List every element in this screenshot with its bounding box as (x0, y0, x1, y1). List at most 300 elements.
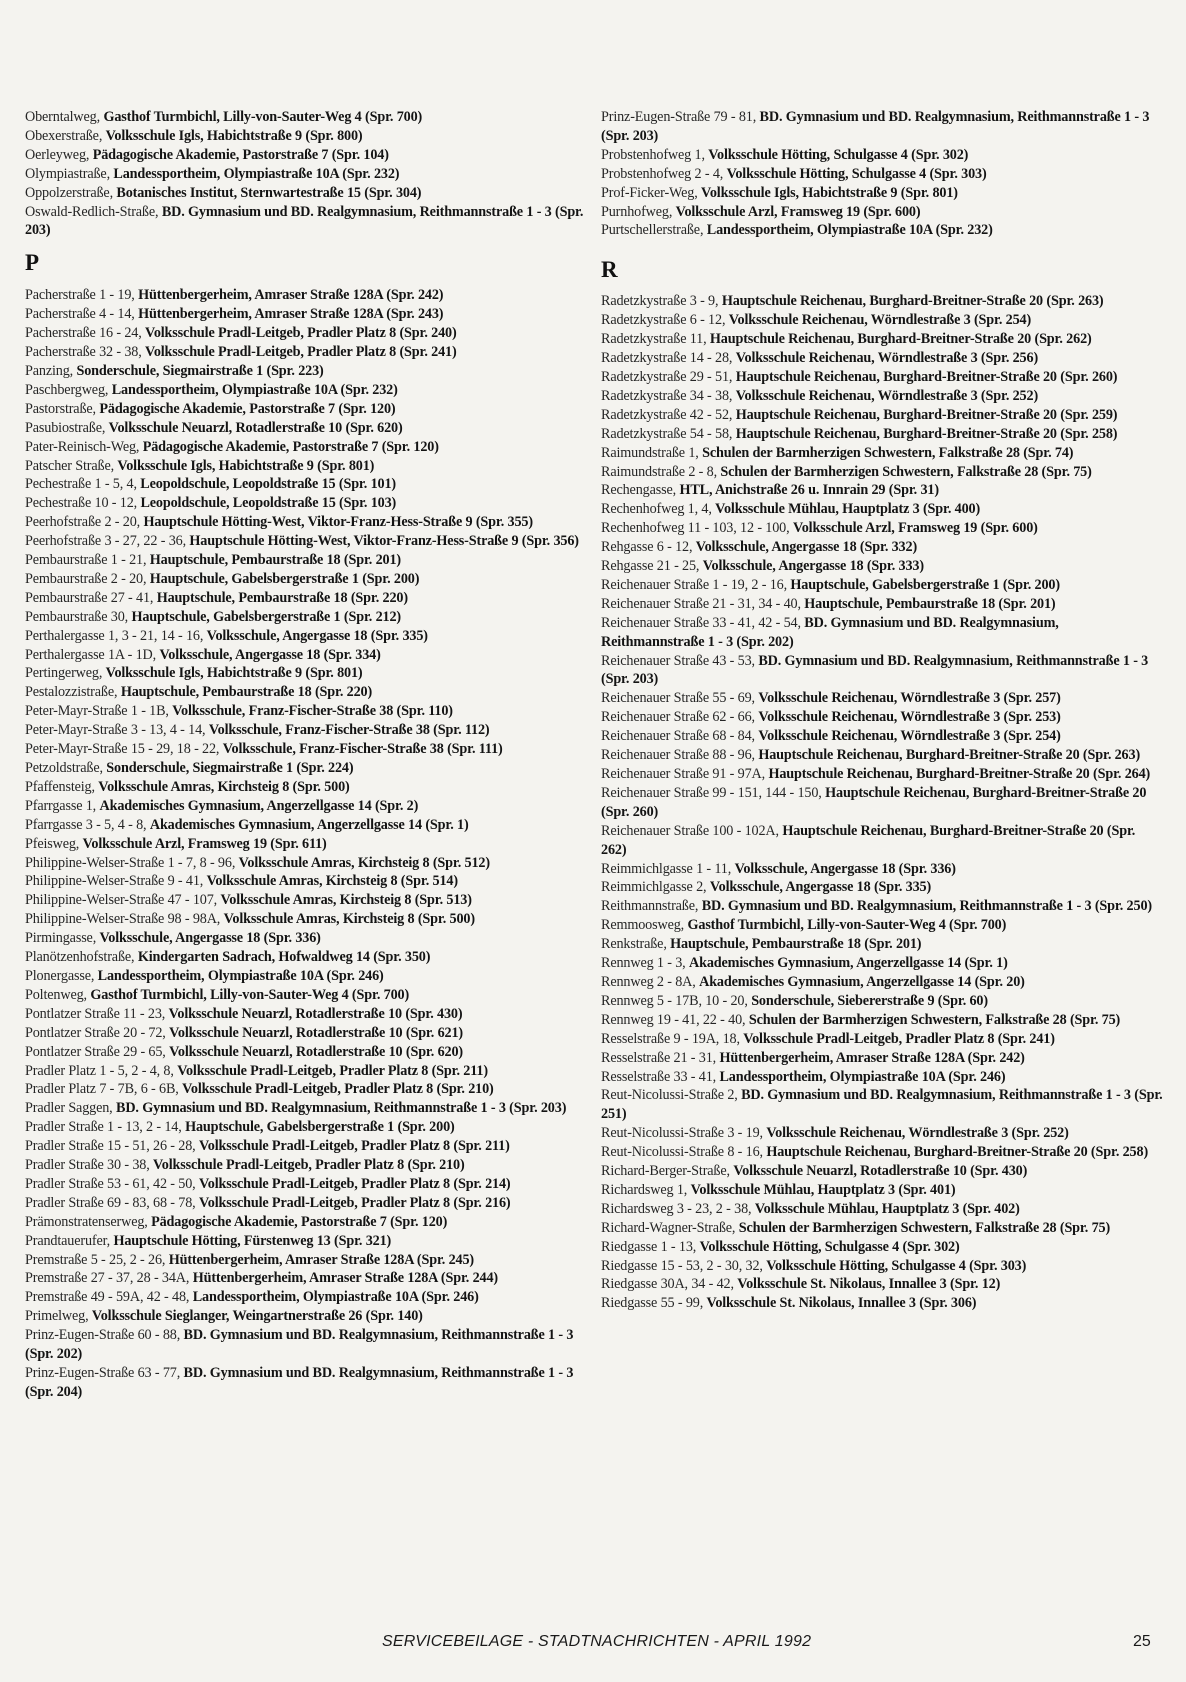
street-name: Poltenweg, (25, 986, 87, 1003)
school-assignment: Volksschule, Franz-Fischer-Straße 38 (Spr. 110) (172, 703, 453, 720)
school-assignment: Volksschule Sieglanger, Weingartnerstraße 26 (Spr. 140) (91, 1308, 423, 1325)
index-entry (25, 184, 587, 203)
index-entry (25, 854, 587, 873)
index-entry (25, 305, 587, 324)
street-name: Pechestraße 10 - 12, (25, 495, 138, 512)
street-name: Pirmingasse, (25, 930, 97, 947)
school-assignment: Volksschule, Angergasse 18 (Spr. 336) (734, 860, 956, 877)
index-entry (25, 419, 587, 438)
school-assignment: Volksschule Neuarzl, Rotadlerstraße 10 (Spr. 430) (168, 1005, 463, 1022)
index-entry (25, 494, 587, 513)
index-entry (25, 816, 587, 835)
street-name: Reut-Nicolussi-Straße 3 - 19, (601, 1125, 763, 1142)
school-assignment: Sonderschule, Siegmairstraße 1 (Spr. 223) (76, 362, 324, 379)
street-name: Reimmichlgasse 2, (601, 879, 707, 896)
street-name: Purtschellerstraße, (601, 222, 704, 239)
street-name: Probstenhofweg 1, (601, 146, 705, 163)
school-assignment: Volksschule Neuarzl, Rotadlerstraße 10 (Spr. 621) (169, 1024, 463, 1041)
school-assignment: Volksschule Pradl-Leitgeb, Pradler Platz 8 (Spr. 241) (145, 344, 457, 361)
street-name: Pradler Straße 1 - 13, 2 - 14, (25, 1119, 182, 1136)
street-name: Philippine-Welser-Straße 9 - 41, (25, 873, 204, 890)
school-assignment: Landessportheim, Olympiastraße 10A (Spr. 232) (706, 222, 993, 239)
school-assignment: Hauptschule, Pembaurstraße 18 (Spr. 220) (120, 684, 373, 701)
index-entry (25, 778, 587, 797)
school-assignment: Volksschule Igls, Habichtstraße 9 (Spr. 801) (105, 665, 363, 682)
index-entry (25, 1269, 587, 1288)
street-name: Perthalergasse 1, 3 - 21, 14 - 16, (25, 627, 204, 644)
index-entry (601, 221, 1163, 240)
index-entry (601, 165, 1163, 184)
index-entry (25, 797, 587, 816)
street-name: Purnhofweg, (601, 203, 673, 220)
street-name: Riedgasse 55 - 99, (601, 1295, 704, 1312)
index-entry (601, 1011, 1163, 1030)
left-column (25, 108, 587, 1402)
index-entry (25, 627, 587, 646)
street-name: Reichenauer Straße 68 - 84, (601, 728, 755, 745)
street-name: Reichenauer Straße 33 - 41, 42 - 54, (601, 614, 801, 631)
index-entry (601, 1143, 1163, 1162)
index-entry (25, 400, 587, 419)
school-assignment: Volksschule Pradl-Leitgeb, Pradler Platz 8 (Spr. 210) (153, 1157, 465, 1174)
index-entry (25, 740, 587, 759)
index-entry (601, 973, 1163, 992)
index-entry (601, 992, 1163, 1011)
index-entry (601, 519, 1163, 538)
school-assignment: Volksschule Amras, Kirchsteig 8 (Spr. 512) (238, 854, 490, 871)
school-assignment: BD. Gymnasium und BD. Realgymnasium, Reithmannstraße 1 - 3 (Spr. 203) (601, 652, 1149, 688)
school-assignment: Botanisches Institut, Sternwartestraße 15 (Spr. 304) (116, 184, 422, 201)
index-entry (601, 538, 1163, 557)
index-entry (25, 608, 587, 627)
school-assignment: BD. Gymnasium und BD. Realgymnasium, Reithmannstraße 1 - 3 (Spr. 203) (25, 203, 584, 239)
school-assignment: Volksschule Igls, Habichtstraße 9 (Spr. 800) (105, 127, 363, 144)
street-name: Resselstraße 9 - 19A, 18, (601, 1030, 740, 1047)
index-entry (601, 708, 1163, 727)
street-name: Patscher Straße, (25, 457, 115, 474)
school-assignment: Hauptschule Hötting-West, Viktor-Franz-Hess-Straße 9 (Spr. 356) (189, 533, 579, 550)
street-name: Radetzkystraße 34 - 38, (601, 387, 733, 404)
street-name: Peerhofstraße 2 - 20, (25, 514, 141, 531)
index-entry (601, 463, 1163, 482)
school-assignment: Volksschule Pradl-Leitgeb, Pradler Platz 8 (Spr. 211) (198, 1138, 510, 1155)
street-name: Prämonstratenserweg, (25, 1213, 148, 1230)
street-name: Riedgasse 30A, 34 - 42, (601, 1276, 734, 1293)
street-name: Pacherstraße 4 - 14, (25, 306, 135, 323)
index-entry (25, 1005, 587, 1024)
school-assignment: Hauptschule Reichenau, Burghard-Breitner-Straße 20 (Spr. 260) (735, 368, 1118, 385)
street-name: Planötzenhofstraße, (25, 949, 135, 966)
street-name: Premstraße 5 - 25, 2 - 26, (25, 1251, 166, 1268)
school-assignment: Hauptschule Reichenau, Burghard-Breitner-Straße 20 (Spr. 263) (758, 747, 1141, 764)
index-entry (25, 324, 587, 343)
street-name: Pacherstraße 16 - 24, (25, 325, 142, 342)
index-entry (25, 1288, 587, 1307)
street-name: Pfeisweg, (25, 835, 80, 852)
school-assignment: Volksschule Pradl-Leitgeb, Pradler Platz 8 (Spr. 211) (177, 1062, 488, 1079)
street-name: Pfarrgasse 3 - 5, 4 - 8, (25, 816, 147, 833)
school-assignment: Schulen der Barmherzigen Schwestern, Falkstraße 28 (Spr. 75) (720, 463, 1092, 480)
street-name: Prinz-Eugen-Straße 60 - 88, (25, 1327, 181, 1344)
school-assignment: Volksschule Neuarzl, Rotadlerstraße 10 (Spr. 620) (108, 419, 403, 436)
index-entry (25, 891, 587, 910)
index-entry (25, 1213, 587, 1232)
index-entry (25, 1080, 587, 1099)
school-assignment: Volksschule, Angergasse 18 (Spr. 335) (709, 879, 932, 896)
index-entry (601, 784, 1163, 822)
school-assignment: Volksschule Hötting, Schulgasse 4 (Spr. 303) (726, 165, 987, 182)
street-name: Pembaurstraße 27 - 41, (25, 589, 154, 606)
school-assignment: Volksschule Hötting, Schulgasse 4 (Spr. 302) (699, 1238, 960, 1255)
index-entry (25, 986, 587, 1005)
school-assignment: Volksschule Reichenau, Wörndlestraße 3 (Spr. 252) (735, 387, 1039, 404)
school-assignment: Volksschule Pradl-Leitgeb, Pradler Platz 8 (Spr. 214) (198, 1175, 511, 1192)
index-entry (601, 557, 1163, 576)
school-assignment: Leopoldschule, Leopoldstraße 15 (Spr. 103) (140, 495, 397, 512)
index-entry (25, 1062, 587, 1081)
school-assignment: Kindergarten Sadrach, Hofwaldweg 14 (Spr. 350) (137, 949, 431, 966)
index-entry (25, 108, 587, 127)
index-entry (25, 910, 587, 929)
street-name: Radetzkystraße 14 - 28, (601, 350, 733, 367)
street-name: Reichenauer Straße 99 - 151, 144 - 150, (601, 784, 822, 801)
street-name: Pechestraße 1 - 5, 4, (25, 476, 137, 493)
street-name: Pradler Straße 69 - 83, 68 - 78, (25, 1194, 196, 1211)
school-assignment: Volksschule Amras, Kirchsteig 8 (Spr. 500) (98, 778, 350, 795)
index-entry (25, 683, 587, 702)
school-assignment: Volksschule Pradl-Leitgeb, Pradler Platz 8 (Spr. 240) (145, 325, 457, 342)
index-entry (25, 286, 587, 305)
school-assignment: Gasthof Turmbichl, Lilly-von-Sauter-Weg 4 (Spr. 700) (687, 917, 1007, 934)
street-name: Plonergasse, (25, 967, 95, 984)
school-assignment: Hauptschule, Pembaurstraße 18 (Spr. 201) (804, 595, 1056, 612)
index-entry (25, 1232, 587, 1251)
street-name: Oberntalweg, (25, 109, 101, 125)
school-assignment: Schulen der Barmherzigen Schwestern, Falkstraße 28 (Spr. 75) (738, 1219, 1111, 1236)
index-entry (25, 475, 587, 494)
index-entry (25, 362, 587, 381)
school-assignment: Hauptschule Reichenau, Burghard-Breitner-Straße 20 (Spr. 260) (601, 784, 1147, 820)
street-name: Prinz-Eugen-Straße 63 - 77, (25, 1365, 181, 1381)
street-name: Obexerstraße, (25, 127, 103, 144)
school-assignment: Volksschule, Angergasse 18 (Spr. 335) (206, 627, 428, 644)
street-name: Reichenauer Straße 62 - 66, (601, 709, 755, 726)
school-assignment: Landessportheim, Olympiastraße 10A (Spr. 246) (192, 1289, 479, 1306)
index-entry (601, 146, 1163, 165)
index-entry (601, 311, 1163, 330)
index-entry (601, 765, 1163, 784)
index-entry (601, 425, 1163, 444)
page-number: 25 (1133, 1633, 1151, 1650)
street-name: Panzing, (25, 362, 74, 379)
index-entry (25, 1024, 587, 1043)
index-entry (601, 727, 1163, 746)
school-assignment: Hauptschule Reichenau, Burghard-Breitner-Straße 20 (Spr. 263) (721, 293, 1104, 310)
street-name: Reimmichlgasse 1 - 11, (601, 860, 732, 877)
school-assignment: Volksschule Reichenau, Wörndlestraße 3 (Spr. 253) (758, 709, 1061, 726)
index-entry (25, 343, 587, 362)
school-assignment: BD. Gymnasium und BD. Realgymnasium, Reithmannstraße 1 - 3 (Spr. 203) (601, 109, 1150, 144)
street-name: Paschbergweg, (25, 381, 109, 398)
school-assignment: Hauptschule, Pembaurstraße 18 (Spr. 201) (670, 936, 922, 953)
school-assignment: Hüttenbergerheim, Amraser Straße 128A (Spr. 243) (138, 306, 444, 323)
index-entry (601, 1275, 1163, 1294)
street-name: Peerhofstraße 3 - 27, 22 - 36, (25, 533, 186, 550)
school-assignment: Hauptschule Reichenau, Burghard-Breitner-Straße 20 (Spr. 264) (768, 766, 1151, 782)
school-assignment: Volksschule, Angergasse 18 (Spr. 332) (695, 539, 918, 556)
street-name: Resselstraße 21 - 31, (601, 1049, 717, 1066)
school-assignment: Hüttenbergerheim, Amraser Straße 128A (Spr. 245) (168, 1251, 475, 1268)
index-entry (601, 1124, 1163, 1143)
school-assignment: Volksschule Arzl, Framsweg 19 (Spr. 611) (82, 835, 327, 852)
index-entry (601, 481, 1163, 500)
street-name: Pembaurstraße 30, (25, 608, 129, 625)
street-name: Premstraße 27 - 37, 28 - 34A, (25, 1270, 190, 1287)
index-entry (601, 330, 1163, 349)
index-entry (25, 1118, 587, 1137)
section-letter: R (601, 257, 618, 283)
index-entry (601, 387, 1163, 406)
street-name: Pembaurstraße 2 - 20, (25, 570, 147, 587)
index-entry (25, 929, 587, 948)
street-name: Pacherstraße 32 - 38, (25, 344, 142, 361)
street-name: Probstenhofweg 2 - 4, (601, 165, 724, 182)
street-name: Pfarrgasse 1, (25, 797, 97, 814)
index-entry (25, 1137, 587, 1156)
school-assignment: Volksschule Amras, Kirchsteig 8 (Spr. 514) (206, 873, 458, 890)
school-assignment: Hüttenbergerheim, Amraser Straße 128A (Spr. 244) (192, 1270, 498, 1287)
street-name: Prandtauerufer, (25, 1232, 111, 1249)
school-assignment: BD. Gymnasium und BD. Realgymnasium, Reithmannstraße 1 - 3 (Spr. 250) (701, 898, 1152, 915)
index-entry (601, 349, 1163, 368)
school-assignment: Pädagogische Akademie, Pastorstraße 7 (Spr. 120) (151, 1213, 448, 1230)
index-entry (601, 860, 1163, 879)
index-entry (25, 702, 587, 721)
school-assignment: Landessportheim, Olympiastraße 10A (Spr. 232) (113, 165, 400, 182)
index-entry (25, 872, 587, 891)
street-name: Oerleyweg, (25, 146, 90, 163)
street-name: Raimundstraße 1, (601, 444, 699, 461)
street-name: Reithmannstraße, (601, 898, 699, 915)
school-assignment: Volksschule, Franz-Fischer-Straße 38 (Spr. 112) (208, 722, 490, 739)
street-name: Primelweg, (25, 1308, 89, 1325)
street-name: Radetzkystraße 3 - 9, (601, 293, 719, 310)
school-assignment: Landessportheim, Olympiastraße 10A (Spr. 246) (719, 1068, 1006, 1085)
school-assignment: Volksschule Amras, Kirchsteig 8 (Spr. 500) (223, 911, 475, 928)
index-entry (601, 292, 1163, 311)
street-name: Riedgasse 15 - 53, 2 - 30, 32, (601, 1257, 763, 1274)
street-name: Richardsweg 3 - 23, 2 - 38, (601, 1200, 752, 1217)
school-assignment: BD. Gymnasium und BD. Realgymnasium, Reithmannstraße 1 - 3 (Spr. 251) (601, 1087, 1163, 1123)
street-name: Pradler Straße 53 - 61, 42 - 50, (25, 1175, 196, 1192)
school-assignment: Hüttenbergerheim, Amraser Straße 128A (Spr. 242) (138, 287, 444, 304)
street-name: Pembaurstraße 1 - 21, (25, 552, 147, 569)
street-name: Richard-Wagner-Straße, (601, 1219, 736, 1236)
school-assignment: Volksschule Pradl-Leitgeb, Pradler Platz 8 (Spr. 241) (743, 1030, 1055, 1047)
street-name: Philippine-Welser-Straße 1 - 7, 8 - 96, (25, 854, 236, 871)
index-entry (601, 595, 1163, 614)
street-name: Reichenauer Straße 1 - 19, 2 - 16, (601, 576, 787, 593)
index-entry (601, 652, 1163, 690)
school-assignment: Volksschule, Angergasse 18 (Spr. 334) (159, 646, 381, 663)
street-name: Pontlatzer Straße 11 - 23, (25, 1005, 166, 1022)
school-assignment: Volksschule St. Nikolaus, Innallee 3 (Spr. 306) (706, 1295, 977, 1312)
school-assignment: Akademisches Gymnasium, Angerzellgasse 14 (Spr. 2) (99, 797, 419, 814)
index-entry (601, 822, 1163, 860)
school-assignment: Volksschule Arzl, Framsweg 19 (Spr. 600) (675, 203, 921, 220)
school-assignment: Volksschule Pradl-Leitgeb, Pradler Platz 8 (Spr. 210) (182, 1081, 494, 1098)
school-assignment: Akademisches Gymnasium, Angerzellgasse 14 (Spr. 1) (689, 955, 1008, 972)
school-assignment: Volksschule Reichenau, Wörndlestraße 3 (Spr. 257) (758, 690, 1061, 707)
street-name: Radetzkystraße 29 - 51, (601, 368, 733, 385)
index-entry (25, 1364, 587, 1402)
index-entry (25, 513, 587, 532)
index-entry (25, 551, 587, 570)
school-assignment: Volksschule Reichenau, Wörndlestraße 3 (Spr. 254) (728, 312, 1032, 329)
street-name: Richard-Berger-Straße, (601, 1163, 730, 1180)
index-entry (25, 203, 587, 241)
street-name: Pastorstraße, (25, 400, 96, 417)
street-name: Prof-Ficker-Weg, (601, 184, 698, 201)
school-assignment: Hauptschule, Pembaurstraße 18 (Spr. 220) (156, 589, 408, 606)
index-entry (601, 954, 1163, 973)
street-name: Rennweg 1 - 3, (601, 955, 686, 972)
index-entry (601, 935, 1163, 954)
street-name: Reut-Nicolussi-Straße 2, (601, 1087, 738, 1104)
school-assignment: Hauptschule, Gabelsbergerstraße 1 (Spr. 200) (149, 570, 420, 587)
street-name: Peter-Mayr-Straße 3 - 13, 4 - 14, (25, 722, 206, 739)
street-name: Pontlatzer Straße 29 - 65, (25, 1043, 166, 1060)
index-entry (601, 108, 1163, 146)
index-entry (601, 1030, 1163, 1049)
index-entry (25, 664, 587, 683)
index-entry (601, 1257, 1163, 1276)
school-assignment: Hauptschule Reichenau, Burghard-Breitner-Straße 20 (Spr. 258) (735, 425, 1118, 442)
index-entry (25, 1251, 587, 1270)
street-name: Rechenhofweg 1, 4, (601, 501, 712, 518)
index-entry (25, 721, 587, 740)
street-name: Renkstraße, (601, 936, 667, 953)
school-assignment: Hauptschule, Gabelsbergerstraße 1 (Spr. 200) (790, 576, 1060, 593)
street-name: Oppolzerstraße, (25, 184, 113, 201)
index-entry (25, 457, 587, 476)
index-entry (25, 381, 587, 400)
school-assignment: Volksschule Reichenau, Wörndlestraße 3 (Spr. 252) (766, 1125, 1069, 1142)
school-assignment: Pädagogische Akademie, Pastorstraße 7 (Spr. 120) (142, 438, 439, 455)
index-entry (25, 1043, 587, 1062)
street-name: Reichenauer Straße 91 - 97A, (601, 766, 766, 782)
school-assignment: HTL, Anichstraße 26 u. Innrain 29 (Spr. 31) (679, 482, 939, 499)
school-assignment: Volksschule Arzl, Framsweg 19 (Spr. 600) (792, 520, 1038, 537)
street-name: Reut-Nicolussi-Straße 8 - 16, (601, 1144, 763, 1161)
street-name: Oswald-Redlich-Straße, (25, 203, 159, 220)
school-assignment: Volksschule, Angergasse 18 (Spr. 333) (702, 558, 924, 575)
school-assignment: Volksschule Hötting, Schulgasse 4 (Spr. 303) (766, 1257, 1027, 1274)
street-name: Reichenauer Straße 43 - 53, (601, 652, 755, 669)
street-name: Pradler Platz 7 - 7B, 6 - 6B, (25, 1081, 179, 1098)
school-assignment: Hauptschule Reichenau, Burghard-Breitner-Straße 20 (Spr. 262) (601, 822, 1136, 858)
street-name: Philippine-Welser-Straße 98 - 98A, (25, 911, 221, 928)
index-entry (25, 646, 587, 665)
index-entry (601, 1086, 1163, 1124)
street-name: Riedgasse 1 - 13, (601, 1238, 697, 1255)
index-entry (601, 203, 1163, 222)
index-entry (601, 1068, 1163, 1087)
index-entry (25, 1307, 587, 1326)
school-assignment: Akademisches Gymnasium, Angerzellgasse 14 (Spr. 1) (149, 816, 469, 833)
index-entry (601, 1219, 1163, 1238)
index-entry (601, 878, 1163, 897)
school-assignment: Akademisches Gymnasium, Angerzellgasse 14 (Spr. 20) (699, 973, 1025, 990)
street-name: Richardsweg 1, (601, 1181, 688, 1198)
school-assignment: Volksschule, Angergasse 18 (Spr. 336) (99, 930, 321, 947)
index-entry (25, 1175, 587, 1194)
index-entry (25, 835, 587, 854)
school-assignment: Schulen der Barmherzigen Schwestern, Falkstraße 28 (Spr. 74) (702, 444, 1074, 461)
street-name: Pradler Platz 1 - 5, 2 - 4, 8, (25, 1062, 174, 1079)
school-assignment: Volksschule Neuarzl, Rotadlerstraße 10 (Spr. 620) (169, 1043, 463, 1060)
index-entry (25, 589, 587, 608)
school-assignment: Volksschule, Franz-Fischer-Straße 38 (Spr. 111) (222, 741, 503, 758)
street-name: Resselstraße 33 - 41, (601, 1068, 717, 1085)
street-name: Pontlatzer Straße 20 - 72, (25, 1024, 166, 1041)
school-assignment: BD. Gymnasium und BD. Realgymnasium, Reithmannstraße 1 - 3 (Spr. 204) (25, 1365, 574, 1400)
index-entry (601, 576, 1163, 595)
street-name: Pestalozzistraße, (25, 684, 118, 701)
index-entry (25, 532, 587, 551)
index-entry (25, 438, 587, 457)
school-assignment: Sonderschule, Siegmairstraße 1 (Spr. 224) (106, 760, 354, 776)
school-assignment: Hauptschule Reichenau, Burghard-Breitner-Straße 20 (Spr. 262) (709, 331, 1092, 348)
street-name: Pertingerweg, (25, 665, 103, 682)
school-assignment: Volksschule St. Nikolaus, Innallee 3 (Spr. 12) (737, 1276, 1001, 1293)
school-assignment: Pädagogische Akademie, Pastorstraße 7 (Spr. 104) (92, 146, 389, 163)
index-entry (601, 614, 1163, 652)
street-name: Pradler Saggen, (25, 1100, 113, 1117)
index-entry (601, 1200, 1163, 1219)
street-name: Rennweg 2 - 8A, (601, 973, 696, 990)
street-name: Reichenauer Straße 21 - 31, 34 - 40, (601, 595, 801, 612)
index-entry (601, 500, 1163, 519)
index-entry (601, 916, 1163, 935)
school-assignment: Pädagogische Akademie, Pastorstraße 7 (Spr. 120) (99, 400, 396, 417)
school-assignment: Landessportheim, Olympiastraße 10A (Spr. 246) (97, 967, 384, 984)
index-entry (25, 146, 587, 165)
street-name: Radetzkystraße 42 - 52, (601, 406, 733, 423)
school-assignment: Hauptschule Hötting-West, Viktor-Franz-Hess-Straße 9 (Spr. 355) (143, 514, 533, 531)
school-assignment: Volksschule Mühlau, Hauptplatz 3 (Spr. 401) (690, 1181, 956, 1198)
street-name: Remmoosweg, (601, 917, 685, 934)
index-entry (25, 127, 587, 146)
index-entry (601, 1049, 1163, 1068)
school-assignment: Hauptschule, Pembaurstraße 18 (Spr. 201) (149, 552, 401, 569)
school-assignment: Volksschule Mühlau, Hauptplatz 3 (Spr. 402) (754, 1200, 1020, 1217)
right-column (601, 108, 1163, 1313)
street-name: Radetzkystraße 54 - 58, (601, 425, 733, 442)
index-entry (601, 1162, 1163, 1181)
street-name: Pfaffensteig, (25, 778, 95, 795)
school-assignment: Volksschule Igls, Habichtstraße 9 (Spr. 801) (701, 184, 958, 201)
school-assignment: Hauptschule, Gabelsbergerstraße 1 (Spr. 212) (131, 608, 401, 625)
footer-title: SERVICEBEILAGE - STADTNACHRICHTEN - APRIL 1992 (382, 1633, 812, 1650)
school-assignment: Volksschule Mühlau, Hauptplatz 3 (Spr. 400) (715, 501, 981, 518)
index-entry (601, 444, 1163, 463)
street-name: Rechengasse, (601, 482, 677, 499)
school-assignment: Gasthof Turmbichl, Lilly-von-Sauter-Weg 4 (Spr. 700) (90, 986, 410, 1003)
street-name: Pasubiostraße, (25, 419, 106, 436)
index-entry (25, 1156, 587, 1175)
street-name: Pacherstraße 1 - 19, (25, 287, 135, 304)
